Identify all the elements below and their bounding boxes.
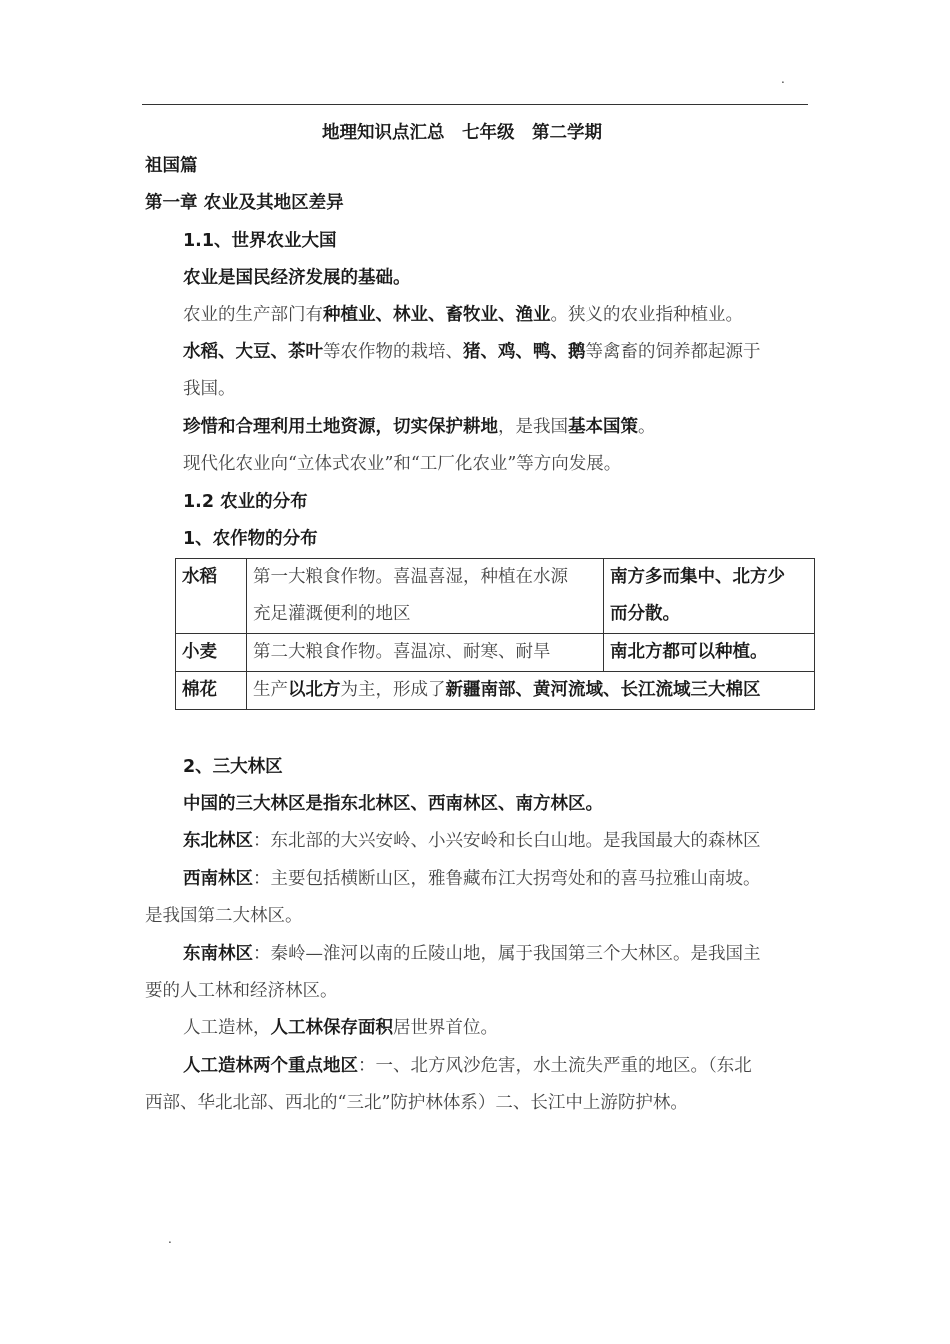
text-run-bold: 种植业、林业、畜牧业、渔业 bbox=[323, 305, 551, 325]
text-run: 。 bbox=[638, 417, 656, 437]
text-run-bold: 西南林区 bbox=[183, 869, 253, 889]
text-run: 生产 bbox=[253, 680, 288, 700]
paragraph-production-sectors bbox=[183, 304, 743, 326]
paragraph-artificial-forest bbox=[183, 1017, 498, 1039]
table-row-wheat bbox=[176, 634, 815, 672]
table-row-rice bbox=[176, 559, 815, 634]
paragraph-northeast-forest bbox=[183, 830, 761, 852]
paragraph-southwest-forest-line-1 bbox=[183, 868, 761, 890]
document-title: 地理知识点汇总 七年级 第二学期 bbox=[322, 123, 602, 143]
crop-distribution-table bbox=[175, 558, 815, 710]
page-corner-mark: . bbox=[781, 72, 785, 86]
page-footer-mark: . bbox=[168, 1232, 172, 1246]
paragraph-modern-agriculture: 现代化农业向“立体式农业”和“工厂化农业”等方向发展。 bbox=[183, 454, 622, 474]
crop-name-cell: 小麦 bbox=[176, 634, 247, 672]
crop-description-cell: 第一大粮食作物。喜温喜湿，种植在水源 充足灌溉便利的地区 bbox=[247, 559, 604, 634]
paragraph-key-regions-line-1 bbox=[183, 1055, 752, 1077]
table-row-cotton bbox=[176, 672, 815, 710]
text-run-bold: 东北林区 bbox=[183, 831, 253, 851]
text-run-bold: 东南林区 bbox=[183, 944, 253, 964]
text-run: 。狭义的农业指种植业。 bbox=[550, 305, 743, 325]
text-run: 居世界首位。 bbox=[393, 1018, 498, 1038]
paragraph-origins-line-2: 我国。 bbox=[183, 379, 236, 399]
paragraph-agriculture-foundation: 农业是国民经济发展的基础。 bbox=[183, 268, 411, 288]
crop-name-cell: 棉花 bbox=[176, 672, 247, 710]
text-run-bold: 人工林保存面积 bbox=[270, 1018, 393, 1038]
chapter-heading: 第一章 农业及其地区差异 bbox=[145, 193, 344, 213]
text-run-bold: 基本国策 bbox=[568, 417, 638, 437]
paragraph-key-regions-line-2: 西部、华北北部、西北的“三北”防护林体系）二、长江中上游防护林。 bbox=[145, 1093, 688, 1113]
text-run-bold: 珍惜和合理利用土地资源，切实保护耕地 bbox=[183, 417, 498, 437]
paragraph-southeast-forest-line-2: 要的人工林和经济林区。 bbox=[145, 981, 338, 1001]
crop-name-cell: 水稻 bbox=[176, 559, 247, 634]
paragraph-forest-regions: 中国的三大林区是指东北林区、西南林区、南方林区。 bbox=[183, 794, 603, 814]
text-run: 为主，形成了 bbox=[340, 680, 446, 700]
text-run: 农业的生产部门有 bbox=[183, 305, 323, 325]
subheading-crop-distribution: 1、农作物的分布 bbox=[183, 529, 318, 549]
text-run: ：一、北方风沙危害，水土流失严重的地区。（东北 bbox=[358, 1056, 752, 1076]
text-run: ：秦岭—淮河以南的丘陵山地，属于我国第三个大林区。是我国主 bbox=[253, 944, 761, 964]
paragraph-southeast-forest-line-1 bbox=[183, 943, 761, 965]
paragraph-land-policy bbox=[183, 416, 656, 438]
subheading-three-forest-regions: 2、三大林区 bbox=[183, 757, 283, 777]
text-run: ：东北部的大兴安岭、小兴安岭和长白山地。是我国最大的森林区 bbox=[253, 831, 761, 851]
header-rule bbox=[142, 104, 808, 105]
text-run-bold: 以北方 bbox=[288, 680, 341, 700]
text-run-bold: 猪、鸡、鸭、鹅 bbox=[463, 342, 586, 362]
crop-distribution-cell: 南方多而集中、北方少 而分散。 bbox=[604, 559, 815, 634]
crop-distribution-cell: 南北方都可以种植。 bbox=[604, 634, 815, 672]
section-heading-1-2: 1.2 农业的分布 bbox=[183, 492, 308, 512]
text-run-bold: 人工造林两个重点地区 bbox=[183, 1056, 358, 1076]
text-run-bold: 水稻、大豆、茶叶 bbox=[183, 342, 323, 362]
paragraph-southwest-forest-line-2: 是我国第二大林区。 bbox=[145, 906, 303, 926]
crop-description-cell: 第二大粮食作物。喜温凉、耐寒、耐旱 bbox=[247, 634, 604, 672]
text-run: 等农作物的栽培、 bbox=[323, 342, 463, 362]
text-run-bold: 新疆南部、黄河流域、长江流域三大棉区 bbox=[445, 680, 761, 700]
text-run: ：主要包括横断山区，雅鲁藏布江大拐弯处和的喜马拉雅山南坡。 bbox=[253, 869, 761, 889]
paragraph-origins-line-1 bbox=[183, 341, 761, 363]
section-heading-1-1: 1.1、世界农业大国 bbox=[183, 231, 337, 251]
part-heading: 祖国篇 bbox=[145, 156, 198, 176]
text-run: ，是我国 bbox=[498, 417, 568, 437]
text-run: 等禽畜的饲养都起源于 bbox=[585, 342, 761, 362]
text-run: 人工造林， bbox=[183, 1018, 271, 1038]
crop-description-cell bbox=[247, 672, 815, 710]
